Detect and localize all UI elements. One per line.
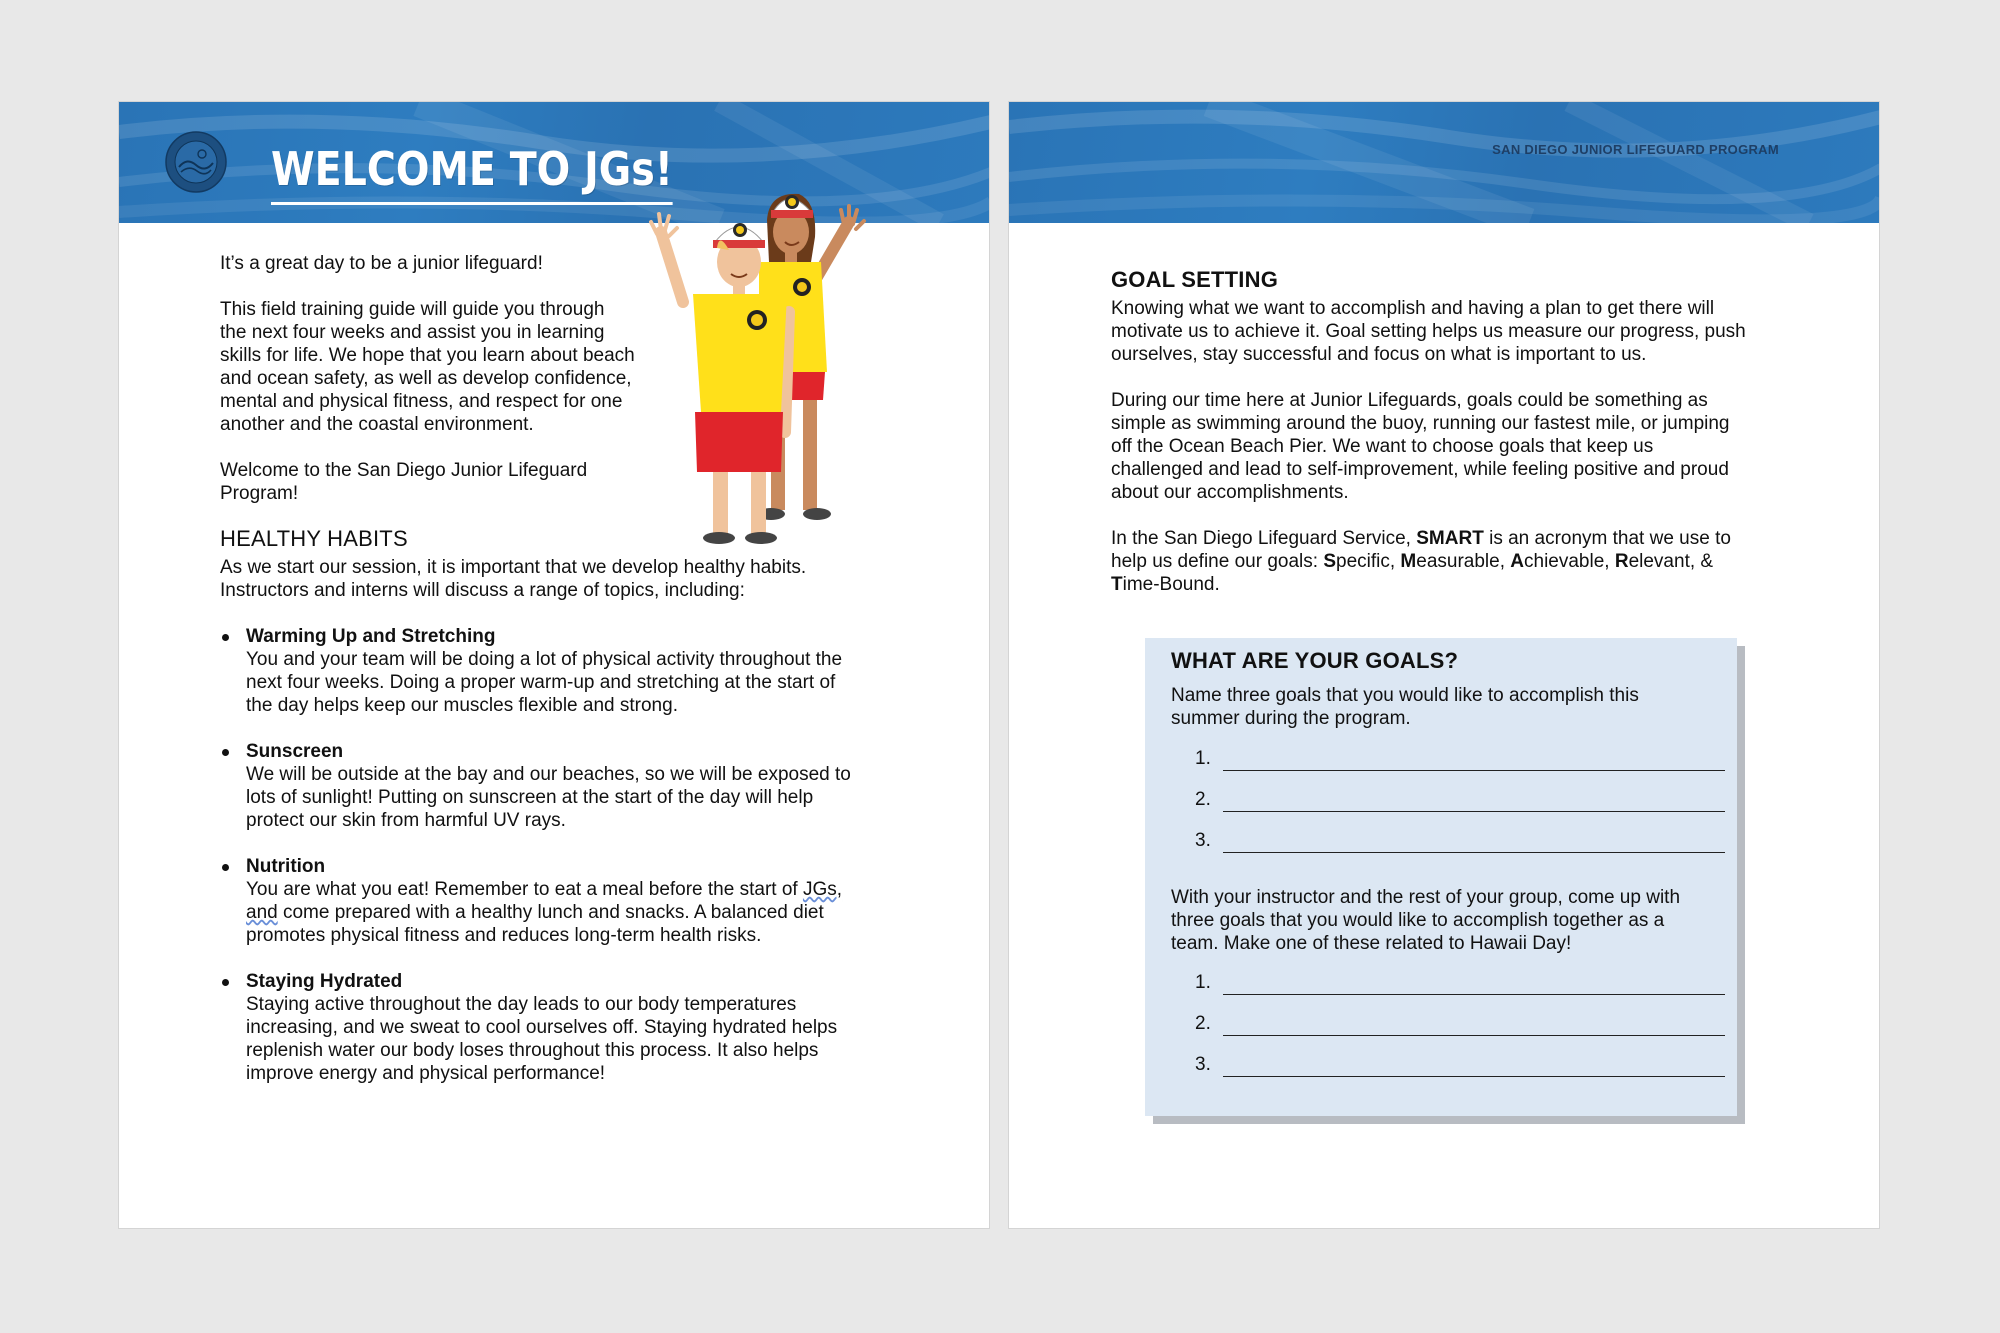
text-line: simple as swimming around the buoy, running our fastest mile, or jumping <box>1111 413 1730 434</box>
team-goal-1-field[interactable] <box>1195 972 1725 996</box>
right-page-banner <box>1009 102 1879 223</box>
text-line: This field training guide will guide you through <box>220 299 605 320</box>
write-line <box>1223 994 1725 995</box>
junior-lifeguards-illustration <box>639 162 899 562</box>
goals-box-heading: WHAT ARE YOUR GOALS? <box>1171 648 1459 673</box>
goals-worksheet-box <box>1145 638 1737 1116</box>
text-line: challenged and lead to self-improvement, while feeling positive and proud <box>1111 459 1729 480</box>
program-header-label: SAN DIEGO JUNIOR LIFEGUARD PROGRAM <box>1492 142 1779 157</box>
write-line <box>1223 811 1725 812</box>
intro-paragraph <box>220 298 640 436</box>
text-line: come prepared with a healthy lunch and snacks. A balanced diet <box>277 902 824 923</box>
text-line: next four weeks. Doing a proper warm-up and stretching at the start of <box>246 672 836 693</box>
list-item <box>220 855 900 947</box>
individual-goal-3-field[interactable] <box>1195 830 1725 854</box>
smart-acronym: SMART <box>1416 528 1484 549</box>
text-line: skills for life. We hope that you learn about beach <box>220 345 635 366</box>
individual-goal-1-field[interactable] <box>1195 748 1725 772</box>
goal-setting-heading <box>1111 267 1811 293</box>
goal-setting-section <box>1111 267 1811 619</box>
habits-list <box>220 625 900 1085</box>
text-line: Program! <box>220 483 299 504</box>
text-line: Staying active throughout the day leads to our body temperatures <box>246 994 797 1015</box>
acronym-letter: M <box>1400 551 1417 572</box>
left-page <box>118 101 990 1229</box>
text-line: and ocean safety, as well as develop confidence, <box>220 368 632 389</box>
goal-number: 2. <box>1195 1013 1211 1034</box>
text-line: pecific, <box>1336 551 1401 572</box>
intro-section <box>220 252 640 528</box>
text-line: In the San Diego Lifeguard Service, <box>1111 528 1417 549</box>
goals-prompt-individual <box>1171 684 1716 730</box>
write-line <box>1223 852 1725 853</box>
text-line: another and the coastal environment. <box>220 414 534 435</box>
text-line: easurable, <box>1416 551 1511 572</box>
text-line: elevant, & <box>1628 551 1714 572</box>
jg-seal-logo <box>165 131 227 198</box>
list-item <box>220 970 900 1085</box>
text-line: promotes physical fitness and reduces long-term health risks. <box>246 925 762 946</box>
text-line: With your instructor and the rest of your group, come up with <box>1171 887 1681 908</box>
heading-text: GOAL SETTING <box>1111 267 1279 292</box>
goal-number: 2. <box>1195 789 1211 810</box>
healthy-habits-intro <box>220 556 900 602</box>
right-page <box>1008 101 1880 1229</box>
text-line: off the Ocean Beach Pier. We want to choose goals that keep us <box>1111 436 1654 457</box>
text-line: ime-Bound. <box>1122 574 1220 595</box>
smart-paragraph <box>1111 527 1811 596</box>
text-line: You and your team will be doing a lot of physical activity throughout the <box>246 649 843 670</box>
acronym-letter: T <box>1111 574 1123 595</box>
page-title: WELCOME TO JGs! <box>271 142 673 205</box>
text-line: We will be outside at the bay and our beaches, so we will be exposed to <box>246 764 851 785</box>
acronym-letter: S <box>1323 551 1336 572</box>
text-line: chievable, <box>1524 551 1615 572</box>
text-line: protect our skin from harmful UV rays. <box>246 810 566 831</box>
text-line: mental and physical fitness, and respect for one <box>220 391 623 412</box>
spellcheck-word: JGs, <box>802 879 843 900</box>
text-line: ourselves, stay successful and focus on what is important to us. <box>1111 344 1647 365</box>
habit-title: Warming Up and Stretching <box>246 626 496 647</box>
goals-prompt-team <box>1171 886 1716 955</box>
individual-goal-2-field[interactable] <box>1195 789 1725 813</box>
write-line <box>1223 1035 1725 1036</box>
text-line: As we start our session, it is important that we develop healthy habits. <box>220 557 807 578</box>
text-line: replenish water our body loses throughout this process. It also helps <box>246 1040 819 1061</box>
goal-paragraph-2 <box>1111 389 1811 504</box>
team-goal-2-field[interactable] <box>1195 1013 1725 1037</box>
text-line: Welcome to the San Diego Junior Lifeguard <box>220 460 588 481</box>
team-goal-3-field[interactable] <box>1195 1054 1725 1078</box>
text-line: motivate us to achieve it. Goal setting helps us measure our progress, push <box>1111 321 1746 342</box>
text-line: the day helps keep our muscles flexible and strong. <box>246 695 678 716</box>
welcome-paragraph <box>220 459 640 505</box>
text-line: Instructors and interns will discuss a range of topics, including: <box>220 580 745 601</box>
text-line: improve energy and physical performance! <box>246 1063 606 1084</box>
list-item <box>220 740 900 832</box>
healthy-habits-section <box>220 526 900 1108</box>
intro-text: It’s a great day to be a junior lifeguard! <box>220 253 543 274</box>
text-line: During our time here at Junior Lifeguards, goals could be something as <box>1111 390 1708 411</box>
acronym-letter: R <box>1614 551 1629 572</box>
text-line: three goals that you would like to accomplish together as a <box>1171 910 1665 931</box>
habit-title: Sunscreen <box>246 741 344 762</box>
text-line: increasing, and we sweat to cool ourselves off. Staying hydrated helps <box>246 1017 838 1038</box>
text-line: team. Make one of these related to Hawaii Day! <box>1171 933 1572 954</box>
goal-number: 1. <box>1195 748 1211 769</box>
text-line: is an acronym that we use to <box>1483 528 1731 549</box>
goal-number: 3. <box>1195 830 1211 851</box>
goal-number: 3. <box>1195 1054 1211 1075</box>
text-line: Knowing what we want to accomplish and having a plan to get there will <box>1111 298 1715 319</box>
habit-title: Nutrition <box>246 856 326 877</box>
goal-number: 1. <box>1195 972 1211 993</box>
text-line: You are what you eat! Remember to eat a meal before the start of <box>246 879 803 900</box>
spellcheck-word: and <box>246 902 278 923</box>
goal-paragraph-1 <box>1111 297 1811 366</box>
healthy-habits-heading: HEALTHY HABITS <box>220 526 408 551</box>
habit-title: Staying Hydrated <box>246 971 403 992</box>
write-line <box>1223 1076 1725 1077</box>
text-line: lots of sunlight! Putting on sunscreen at the start of the day will help <box>246 787 814 808</box>
text-line: the next four weeks and assist you in learning <box>220 322 605 343</box>
text-line: Name three goals that you would like to accomplish this <box>1171 685 1639 706</box>
list-item <box>220 625 900 717</box>
text-line: help us define our goals: <box>1111 551 1324 572</box>
text-line: about our accomplishments. <box>1111 482 1349 503</box>
text-line: summer during the program. <box>1171 708 1411 729</box>
wave-pattern <box>1009 102 1879 223</box>
write-line <box>1223 770 1725 771</box>
acronym-letter: A <box>1510 551 1524 572</box>
